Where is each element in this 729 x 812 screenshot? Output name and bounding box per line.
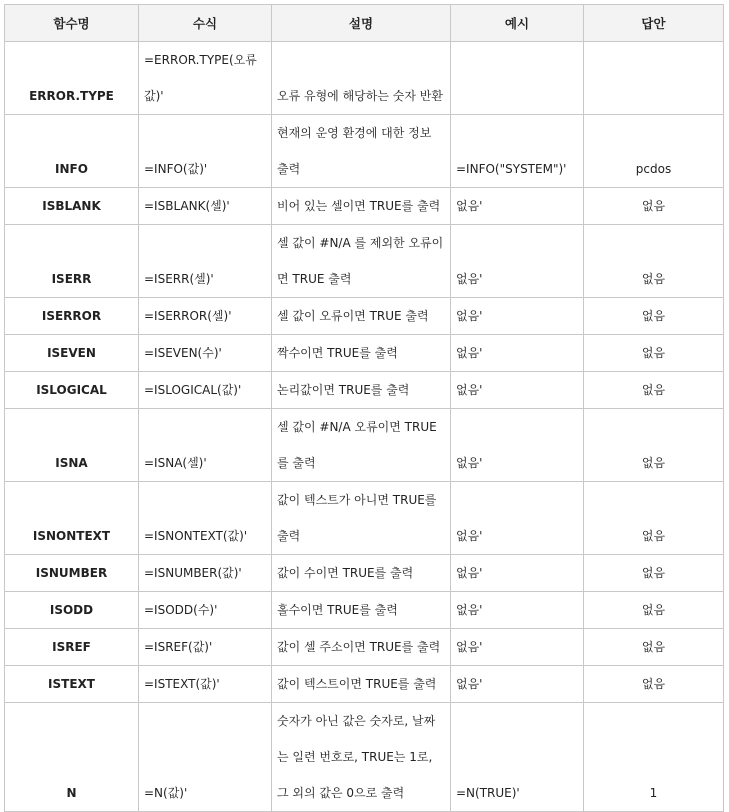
function-name-cell: ISTEXT [5,666,139,703]
answer-cell: pcdos [584,115,724,188]
formula-cell: =ISNONTEXT(값)' [139,482,272,555]
answer-cell: 없음 [584,188,724,225]
header-answer: 답안 [584,5,724,42]
description-cell: 셀 값이 #N/A 오류이면 TRUE를 출력 [272,409,451,482]
answer-cell: 없음 [584,629,724,666]
answer-cell: 없음 [584,335,724,372]
answer-cell: 없음 [584,372,724,409]
answer-cell: 없음 [584,409,724,482]
formula-cell: =INFO(값)' [139,115,272,188]
answer-cell: 없음 [584,482,724,555]
table-row [5,335,724,372]
example-cell: 없음' [451,409,584,482]
answer-cell: 1 [584,703,724,812]
function-name-cell: ISNA [5,409,139,482]
description-cell: 숫자가 아닌 값은 숫자로, 날짜는 일련 번호로, TRUE는 1로, 그 외의 값은 0으로 출력 [272,703,451,812]
description-cell: 값이 셀 주소이면 TRUE를 출력 [272,629,451,666]
example-cell: 없음' [451,335,584,372]
formula-cell: =ISERR(셀)' [139,225,272,298]
example-cell: 없음' [451,372,584,409]
header-formula: 수식 [139,5,272,42]
table-row [5,482,724,555]
table-row [5,42,724,115]
function-name-cell: ISERROR [5,298,139,335]
answer-cell [584,42,724,115]
formula-cell: =ISTEXT(값)' [139,666,272,703]
description-cell: 논리값이면 TRUE를 출력 [272,372,451,409]
table-row [5,188,724,225]
description-cell: 값이 텍스트가 아니면 TRUE를 출력 [272,482,451,555]
function-name-cell: INFO [5,115,139,188]
formula-cell: =ISBLANK(셀)' [139,188,272,225]
function-name-cell: ISERR [5,225,139,298]
formula-cell: =ISNUMBER(값)' [139,555,272,592]
example-cell: 없음' [451,482,584,555]
answer-cell: 없음 [584,298,724,335]
example-cell: 없음' [451,592,584,629]
description-cell: 현재의 운영 환경에 대한 정보 출력 [272,115,451,188]
function-name-cell: N [5,703,139,812]
table-row [5,555,724,592]
table-row [5,703,724,812]
example-cell: 없음' [451,225,584,298]
formula-cell: =ISNA(셀)' [139,409,272,482]
answer-cell: 없음 [584,592,724,629]
description-cell: 비어 있는 셀이면 TRUE를 출력 [272,188,451,225]
formula-cell: =ERROR.TYPE(오류값)' [139,42,272,115]
table-row [5,592,724,629]
example-cell: 없음' [451,555,584,592]
answer-cell: 없음 [584,666,724,703]
example-cell: 없음' [451,666,584,703]
header-example: 예시 [451,5,584,42]
function-name-cell: ISODD [5,592,139,629]
table-row [5,115,724,188]
description-cell: 짝수이면 TRUE를 출력 [272,335,451,372]
table-row [5,666,724,703]
answer-cell: 없음 [584,555,724,592]
example-cell: 없음' [451,298,584,335]
description-cell: 값이 텍스트이면 TRUE를 출력 [272,666,451,703]
table-row [5,409,724,482]
function-name-cell: ERROR.TYPE [5,42,139,115]
table-row [5,372,724,409]
table-row [5,225,724,298]
header-row [5,5,724,42]
formula-cell: =N(값)' [139,703,272,812]
table-row [5,298,724,335]
header-description: 설명 [272,5,451,42]
formula-cell: =ISODD(수)' [139,592,272,629]
description-cell: 값이 수이면 TRUE를 출력 [272,555,451,592]
example-cell: 없음' [451,188,584,225]
description-cell: 셀 값이 오류이면 TRUE 출력 [272,298,451,335]
function-name-cell: ISNONTEXT [5,482,139,555]
function-table [4,4,724,812]
formula-cell: =ISEVEN(수)' [139,335,272,372]
example-cell: =N(TRUE)' [451,703,584,812]
description-cell: 홀수이면 TRUE를 출력 [272,592,451,629]
header-function-name: 함수명 [5,5,139,42]
answer-cell: 없음 [584,225,724,298]
formula-cell: =ISLOGICAL(값)' [139,372,272,409]
function-name-cell: ISBLANK [5,188,139,225]
example-cell: =INFO("SYSTEM")' [451,115,584,188]
function-name-cell: ISLOGICAL [5,372,139,409]
description-cell: 오류 유형에 해당하는 숫자 반환 [272,42,451,115]
function-name-cell: ISEVEN [5,335,139,372]
function-name-cell: ISREF [5,629,139,666]
example-cell: 없음' [451,629,584,666]
table-row [5,629,724,666]
example-cell [451,42,584,115]
description-cell: 셀 값이 #N/A 를 제외한 오류이면 TRUE 출력 [272,225,451,298]
formula-cell: =ISREF(값)' [139,629,272,666]
formula-cell: =ISERROR(셀)' [139,298,272,335]
function-name-cell: ISNUMBER [5,555,139,592]
